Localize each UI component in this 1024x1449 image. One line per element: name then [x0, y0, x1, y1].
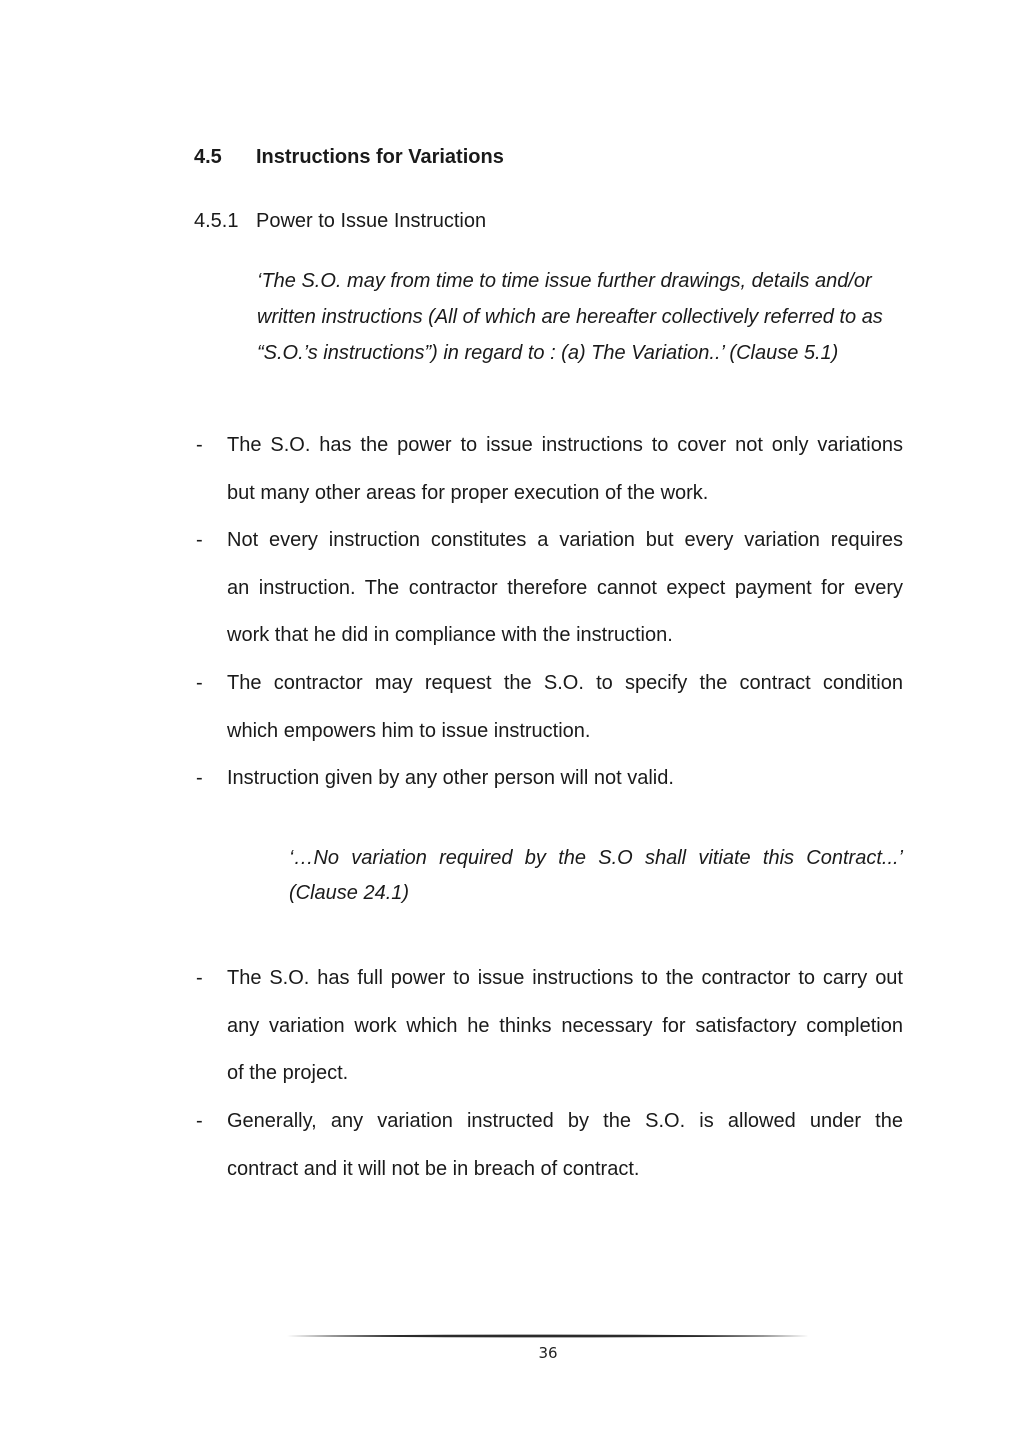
bullet-line: Instruction given by any other person will not valid.	[227, 767, 674, 789]
bullet-line: but many other areas for proper execution of the work.	[227, 481, 709, 504]
quote-line: written instructions (All of which are hereafter collectively referred to as	[257, 306, 883, 328]
bullet-dash: -	[196, 434, 203, 456]
bullet-dash: -	[196, 672, 203, 694]
bullet-text	[227, 422, 903, 517]
bullet-dash: -	[196, 1110, 203, 1132]
subsection-number: 4.5.1	[194, 210, 239, 232]
clause-quote-5-1	[257, 263, 903, 371]
bullet-dash: -	[196, 767, 203, 789]
quote-line: (Clause 24.1)	[289, 882, 410, 904]
clause-quote-24-1	[289, 841, 903, 911]
bullet-line: Not every instruction constitutes a variation but every variation requires	[227, 529, 903, 551]
quote-line: “S.O.’s instructions”) in regard to : (a) The Variation..’ (Clause 5.1)	[257, 342, 839, 364]
bullet-line: contract and it will not be in breach of contract.	[227, 1157, 640, 1180]
bullet-line: work that he did in compliance with the instruction.	[227, 624, 673, 646]
bullet-text	[227, 955, 903, 1098]
bullet-text	[227, 1098, 903, 1193]
bullet-item	[196, 517, 903, 660]
section-number: 4.5	[194, 146, 222, 168]
bullet-line: Generally, any variation instructed by the S.O. is allowed under the	[227, 1110, 903, 1132]
bullet-line: The contractor may request the S.O. to specify the contract condition	[227, 672, 903, 694]
bullet-dash: -	[196, 967, 203, 989]
footer-rule	[287, 1330, 809, 1342]
bullet-item	[196, 755, 903, 803]
bullet-item	[196, 422, 903, 517]
bullet-line: The S.O. has full power to issue instructions to the contractor to carry out	[227, 967, 903, 989]
section-title: Instructions for Variations	[256, 146, 504, 168]
subsection-title: Power to Issue Instruction	[256, 210, 487, 232]
bullet-text	[227, 660, 903, 755]
page-number: 36	[538, 1344, 558, 1362]
bullet-item	[196, 660, 903, 755]
bullet-line: any variation work which he thinks necessary for satisfactory completion	[227, 1014, 903, 1037]
bullet-text	[227, 517, 903, 660]
bullet-text	[227, 755, 903, 803]
bullet-dash: -	[196, 529, 203, 551]
bullet-line: The S.O. has the power to issue instructions to cover not only variations	[227, 434, 903, 456]
quote-line: ‘The S.O. may from time to time issue further drawings, details and/or	[257, 270, 872, 292]
quote-line: ‘…No variation required by the S.O shall vitiate this Contract...’	[289, 847, 903, 869]
bullet-line: which empowers him to issue instruction.	[227, 719, 591, 742]
bullet-line: an instruction. The contractor therefore cannot expect payment for every	[227, 576, 903, 599]
bullet-line: of the project.	[227, 1062, 349, 1084]
bullet-item	[196, 1098, 903, 1193]
bullet-item	[196, 955, 903, 1098]
